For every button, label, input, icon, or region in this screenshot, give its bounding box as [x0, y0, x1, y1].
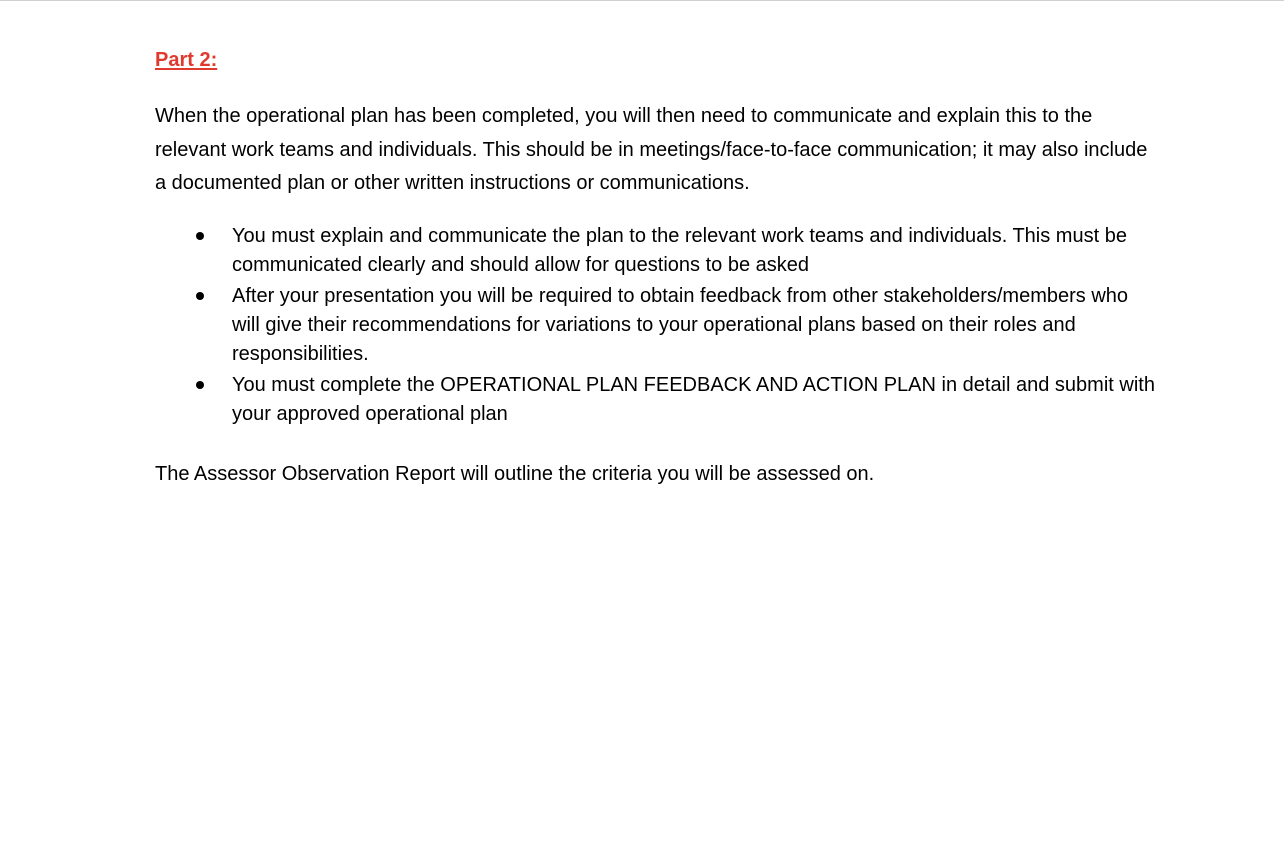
page-top-border — [0, 0, 1284, 1]
bullet-icon — [196, 232, 204, 240]
section-heading: Part 2: — [155, 49, 218, 71]
list-item — [155, 371, 1155, 429]
document-page — [155, 46, 1155, 489]
bullet-icon — [196, 292, 204, 300]
list-item — [155, 282, 1155, 369]
closing-paragraph: The Assessor Observation Report will outline the criteria you will be assessed on. — [155, 462, 875, 485]
instruction-list — [155, 222, 1155, 429]
list-item-text: After your presentation you will be required to obtain feedback from other stakeholders/members who will give their recommendations for variations to your operational plans based on their roles and responsibilities. — [232, 284, 1129, 365]
bullet-icon — [196, 381, 204, 389]
list-item — [155, 222, 1155, 280]
intro-paragraph: When the operational plan has been completed, you will then need to communicate and explain this to the relevant work teams and individuals. This should be in meetings/face-to-face communication; it may also include a documented plan or other written instructions or communications. — [155, 105, 1148, 194]
list-item-text: You must complete the OPERATIONAL PLAN FEEDBACK AND ACTION PLAN in detail and submit with your approved operational plan — [232, 373, 1155, 425]
list-item-text: You must explain and communicate the plan to the relevant work teams and individuals. This must be communicated clearly and should allow for questions to be asked — [232, 224, 1127, 276]
